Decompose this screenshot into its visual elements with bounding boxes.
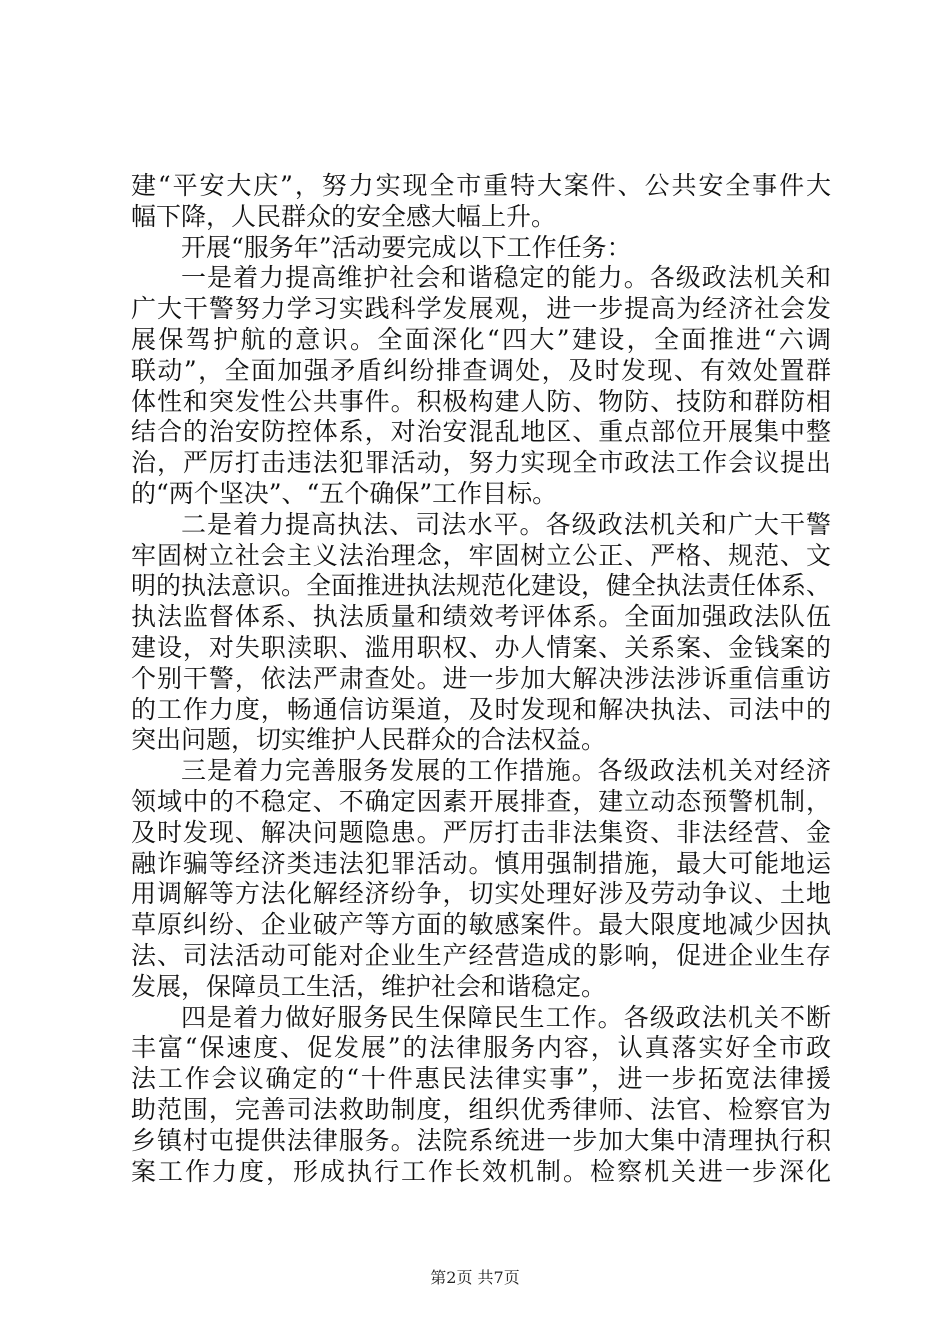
text-line: 幅下降，人民群众的安全感大幅上升。 bbox=[131, 201, 557, 231]
text-line: 丰富“保速度、促发展”的法律服务内容，认真落实好全市政 bbox=[131, 1033, 831, 1063]
text-line: 体性和突发性公共事件。积极构建人防、物防、技防和群防相 bbox=[131, 386, 831, 416]
text-line: 个别干警，依法严肃查处。进一步加大解决涉法涉诉重信重访 bbox=[131, 663, 831, 693]
text-line: 执法监督体系、执法质量和绩效考评体系。全面加强政法队伍 bbox=[131, 602, 831, 632]
text-line: 领域中的不稳定、不确定因素开展排查，建立动态预警机制， bbox=[131, 786, 831, 816]
text-line: 明的执法意识。全面推进执法规范化建设，健全执法责任体系、 bbox=[131, 571, 832, 601]
text-line: 展保驾护航的意识。全面深化“四大”建设，全面推进“六调 bbox=[131, 324, 831, 354]
text-line: 一是着力提高维护社会和谐稳定的能力。各级政法机关和 bbox=[181, 263, 831, 293]
text-line: 广大干警努力学习实践科学发展观，进一步提高为经济社会发 bbox=[131, 294, 831, 324]
text-line: 及时发现、解决问题隐患。严厉打击非法集资、非法经营、金 bbox=[131, 817, 831, 847]
text-line: 建设，对失职渎职、滥用职权、办人情案、关系案、金钱案的 bbox=[131, 632, 831, 662]
text-line: 建“平安大庆”，努力实现全市重特大案件、公共安全事件大 bbox=[131, 171, 831, 200]
text-line: 助范围，完善司法救助制度，组织优秀律师、法官、检察官为 bbox=[131, 1094, 831, 1124]
text-line: 二是着力提高执法、司法水平。各级政法机关和广大干警 bbox=[181, 509, 831, 539]
text-line: 牢固树立社会主义法治理念，牢固树立公正、严格、规范、文 bbox=[131, 540, 831, 570]
text-line: 的“两个坚决”、“五个确保”工作目标。 bbox=[131, 478, 558, 508]
text-line: 乡镇村屯提供法律服务。法院系统进一步加大集中清理执行积 bbox=[131, 1125, 831, 1155]
page-number-footer: 第2页 共7页 bbox=[430, 1268, 520, 1287]
text-line: 突出问题，切实维护人民群众的合法权益。 bbox=[131, 725, 607, 755]
text-line: 治，严厉打击违法犯罪活动，努力实现全市政法工作会议提出 bbox=[131, 448, 831, 478]
text-line: 用调解等方法化解经济纷争，切实处理好涉及劳动争议、土地 bbox=[131, 879, 831, 909]
text-line: 三是着力完善服务发展的工作措施。各级政法机关对经济 bbox=[181, 756, 831, 786]
text-line: 法、司法活动可能对企业生产经营造成的影响，促进企业生存 bbox=[131, 940, 831, 970]
text-line: 四是着力做好服务民生保障民生工作。各级政法机关不断 bbox=[181, 1002, 831, 1032]
text-line: 融诈骗等经济类违法犯罪活动。慎用强制措施，最大可能地运 bbox=[131, 848, 831, 878]
text-line: 草原纠纷、企业破产等方面的敏感案件。最大限度地减少因执 bbox=[131, 910, 831, 940]
text-line: 法工作会议确定的“十件惠民法律实事”，进一步拓宽法律援 bbox=[131, 1064, 831, 1094]
text-line: 发展，保障员工生活，维护社会和谐稳定。 bbox=[131, 971, 607, 1001]
text-line: 的工作力度，畅通信访渠道，及时发现和解决执法、司法中的 bbox=[131, 694, 831, 724]
text-line: 案工作力度，形成执行工作长效机制。检察机关进一步深化 bbox=[131, 1156, 831, 1186]
document-body bbox=[131, 171, 831, 1187]
text-line: 联动”，全面加强矛盾纠纷排查调处，及时发现、有效处置群 bbox=[131, 355, 831, 385]
text-line: 开展“服务年”活动要完成以下工作任务： bbox=[181, 232, 632, 262]
text-line: 结合的治安防控体系，对治安混乱地区、重点部位开展集中整 bbox=[131, 417, 831, 447]
